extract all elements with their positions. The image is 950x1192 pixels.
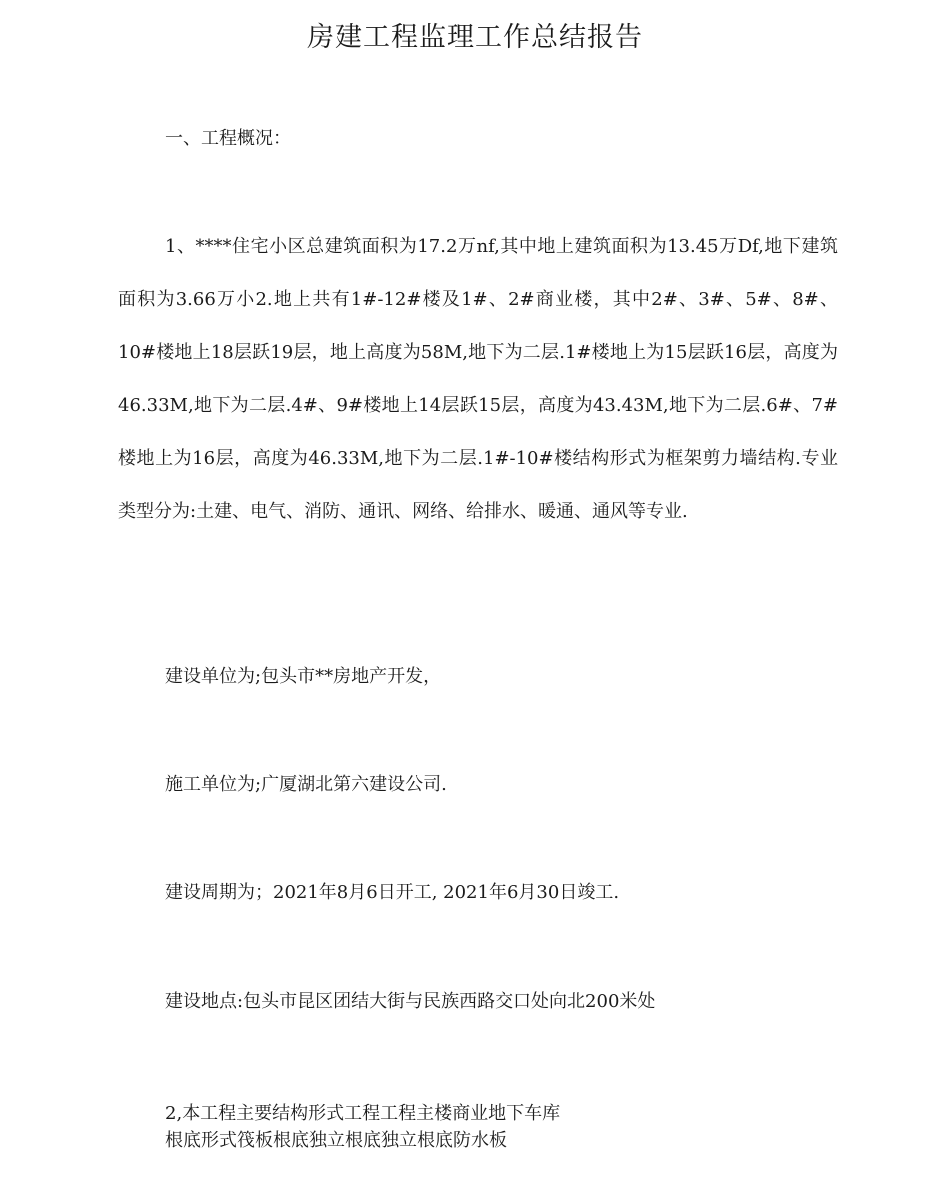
document-title: 房建工程监理工作总结报告 [307, 22, 643, 53]
contractor-line: 施工单位为;广厦湖北第六建设公司. [165, 774, 447, 795]
structure-table [165, 1100, 560, 1154]
structure-table-header-row [165, 1100, 560, 1127]
structure-table-second-row: 根底形式筏板根底独立根底独立根底防水板 [165, 1130, 507, 1151]
construction-period-line: 建设周期为；2021年8月6日开工, 2021年6月30日竣工. [165, 882, 620, 903]
overview-paragraph: 1、****住宅小区总建筑面积为17.2万nf,其中地上建筑面积为13.45万Df,地下建筑面积为3.66万小2.地上共有1#-12#楼及1#、2#商业楼，其中2#、3#、5#、8#、10#楼地上18层跃19层，地上高度为58M,地下为二层.1#楼地上为15层跃16层，高度为46.33M,地下为二层.4#、9#楼地上14层跃15层，高度为43.43M,地下为二层.6#、7#楼地上为16层，高度为46.33M,地下为二层.1#-10#楼结构形式为框架剪力墙结构.专业类型分为:土建、电气、消防、通讯、网络、给排水、暖通、通风等专业. [118, 236, 838, 522]
builder-line: 建设单位为;包头市**房地产开发， [165, 666, 442, 687]
structure-table-number: 2, [165, 1103, 183, 1124]
construction-location-line: 建设地点:包头市昆区团结大街与民族西路交口处向北200米处 [165, 991, 656, 1012]
structure-table-header-text: 本工程主要结构形式工程工程主楼商业地下车库 [182, 1103, 561, 1124]
section-heading-overview: 一、工程概况： [165, 128, 291, 149]
